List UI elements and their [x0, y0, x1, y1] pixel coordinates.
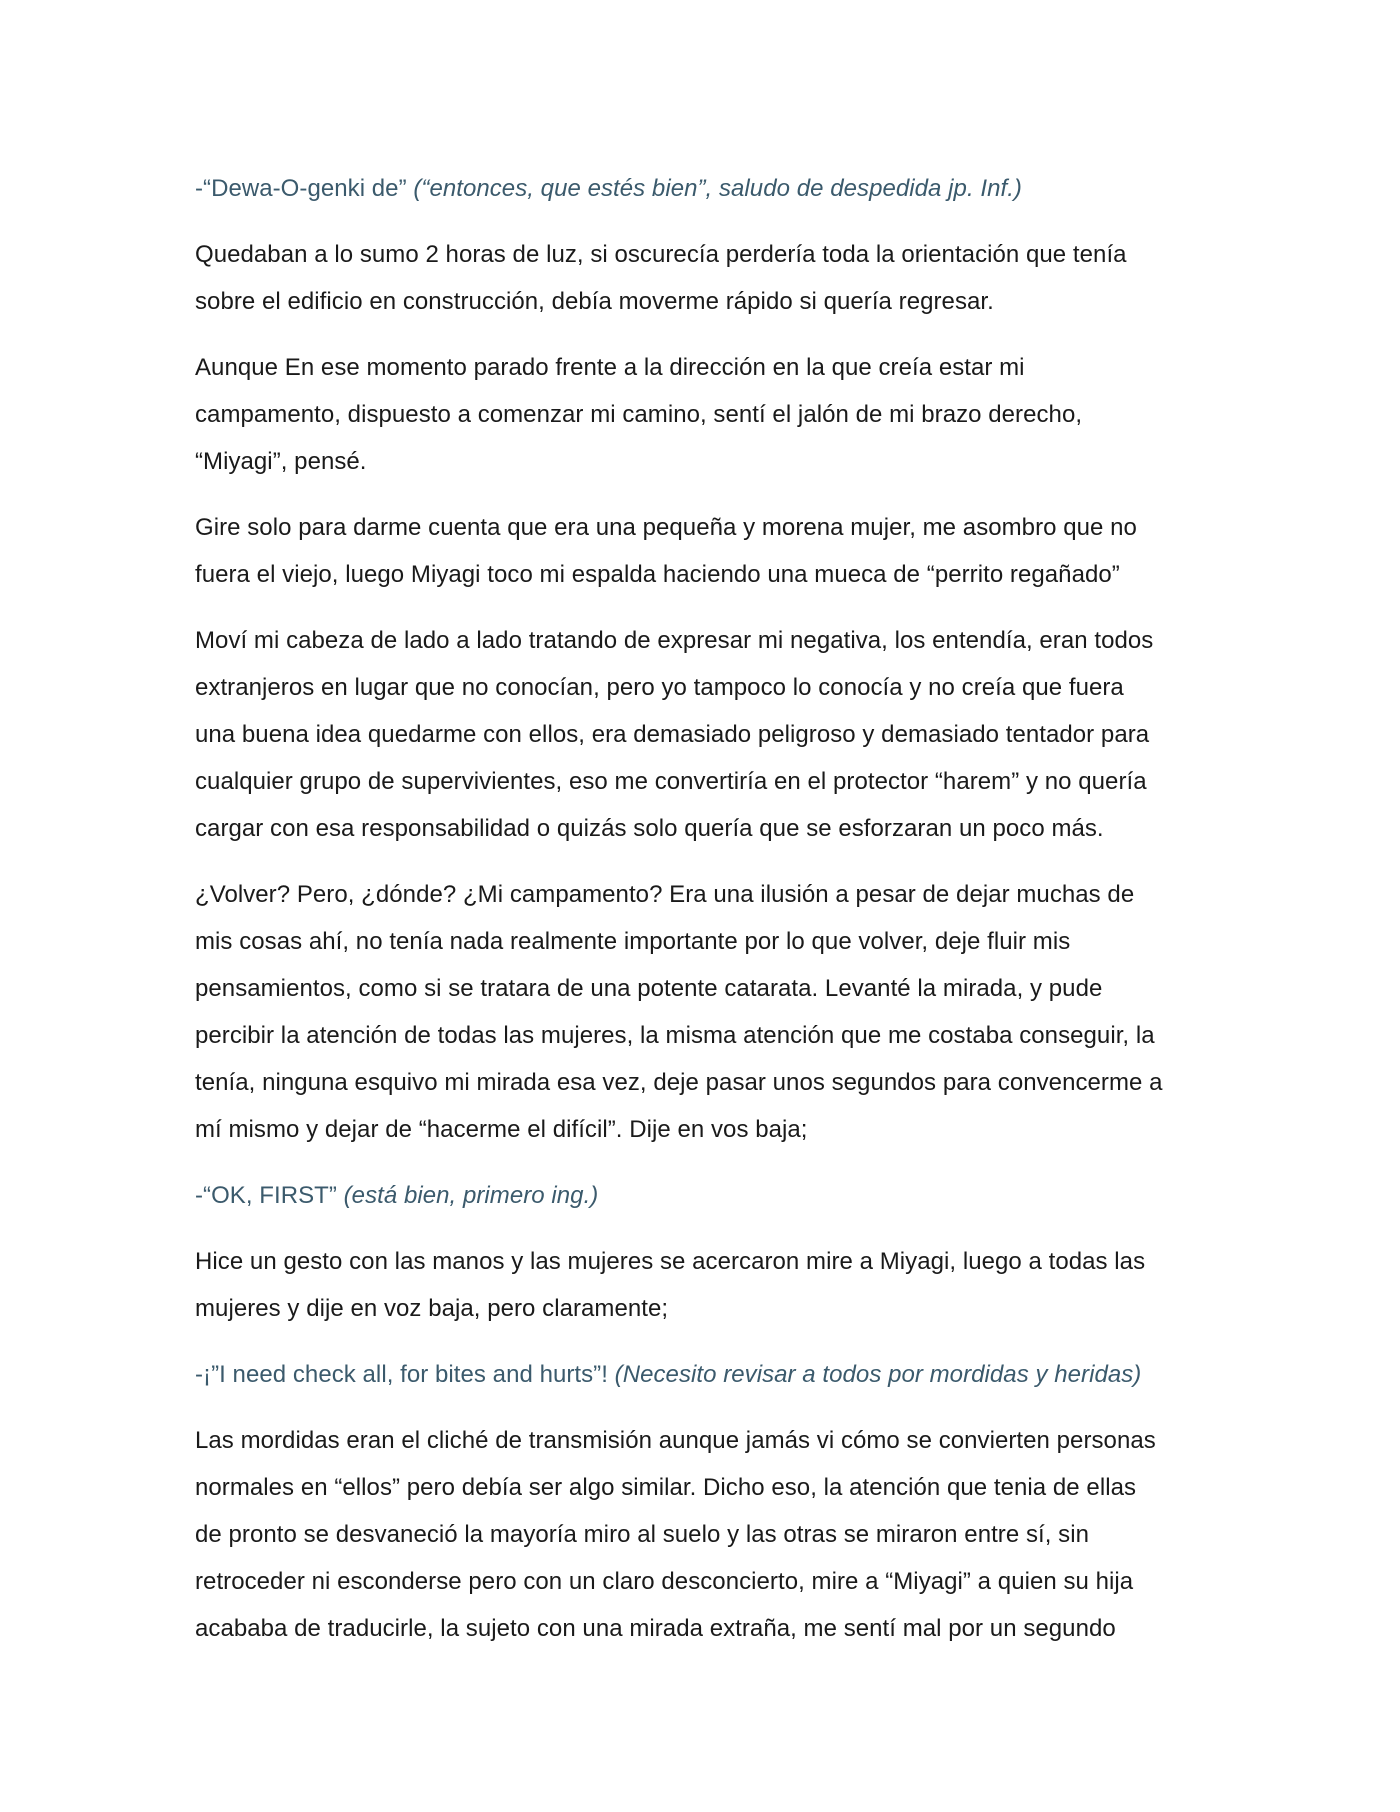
text-line: normales en “ellos” pero debía ser algo similar. Dicho eso, la atención que tenia de ellas: [195, 1474, 1137, 1501]
text-line: campamento, dispuesto a comenzar mi camino, sentí el jalón de mi brazo derecho,: [195, 401, 1083, 428]
text-line: “Miyagi”, pensé.: [195, 448, 367, 475]
text-line: Hice un gesto con las manos y las mujeres se acercaron mire a Miyagi, luego a todas las: [195, 1248, 1146, 1275]
paragraph: [195, 1417, 1215, 1652]
dialog-speech: -¡”I need check all, for bites and hurts”!: [195, 1361, 608, 1388]
text-line: mujeres y dije en voz baja, pero claramente;: [195, 1295, 669, 1322]
paragraph: [195, 1238, 1215, 1332]
paragraph: [195, 617, 1215, 852]
dialog-line: [195, 1351, 1215, 1398]
text-line: pensamientos, como si se tratara de una potente catarata. Levanté la mirada, y pude: [195, 975, 1103, 1002]
text-line: percibir la atención de todas las mujeres, la misma atención que me costaba conseguir, la: [195, 1022, 1155, 1049]
text-line: mí mismo y dejar de “hacerme el difícil”. Dije en vos baja;: [195, 1116, 808, 1143]
text-line: tenía, ninguna esquivo mi mirada esa vez, deje pasar unos segundos para convencerme a: [195, 1069, 1163, 1096]
dialog-speech: -“Dewa-O-genki de”: [195, 175, 407, 202]
paragraph: [195, 504, 1215, 598]
text-line: cualquier grupo de supervivientes, eso me convertiría en el protector “harem” y no quería: [195, 768, 1147, 795]
dialog-speech: -“OK, FIRST”: [195, 1182, 337, 1209]
text-line: de pronto se desvaneció la mayoría miro al suelo y las otras se miraron entre sí, sin: [195, 1521, 1089, 1548]
text-line: Moví mi cabeza de lado a lado tratando de expresar mi negativa, los entendía, eran todos: [195, 627, 1154, 654]
paragraph: [195, 871, 1215, 1153]
dialog-gloss: (Necesito revisar a todos por mordidas y heridas): [614, 1361, 1142, 1388]
dialog-gloss: (está bien, primero ing.): [343, 1182, 599, 1209]
text-line: sobre el edificio en construcción, debía moverme rápido si quería regresar.: [195, 288, 994, 315]
text-line: fuera el viejo, luego Miyagi toco mi espalda haciendo una mueca de “perrito regañado”: [195, 561, 1120, 588]
text-line: mis cosas ahí, no tenía nada realmente importante por lo que volver, deje fluir mis: [195, 928, 1071, 955]
text-line: Las mordidas eran el cliché de transmisión aunque jamás vi cómo se convierten personas: [195, 1427, 1156, 1454]
text-line: Aunque En ese momento parado frente a la dirección en la que creía estar mi: [195, 354, 1025, 381]
text-line: una buena idea quedarme con ellos, era demasiado peligroso y demasiado tentador para: [195, 721, 1150, 748]
text-line: cargar con esa responsabilidad o quizás solo quería que se esforzaran un poco más.: [195, 815, 1104, 842]
text-line: acababa de traducirle, la sujeto con una mirada extraña, me sentí mal por un segundo: [195, 1615, 1116, 1642]
paragraph: [195, 231, 1215, 325]
text-line: Quedaban a lo sumo 2 horas de luz, si oscurecía perdería toda la orientación que tenía: [195, 241, 1127, 268]
text-line: Gire solo para darme cuenta que era una pequeña y morena mujer, me asombro que no: [195, 514, 1137, 541]
text-line: extranjeros en lugar que no conocían, pero yo tampoco lo conocía y no creía que fuera: [195, 674, 1124, 701]
text-line: retroceder ni esconderse pero con un claro desconcierto, mire a “Miyagi” a quien su hija: [195, 1568, 1134, 1595]
dialog-line: [195, 1172, 1215, 1219]
dialog-line: [195, 165, 1215, 212]
document-page: [195, 165, 1215, 1671]
text-line: ¿Volver? Pero, ¿dónde? ¿Mi campamento? Era una ilusión a pesar de dejar muchas de: [195, 881, 1135, 908]
dialog-gloss: (“entonces, que estés bien”, saludo de despedida jp. Inf.): [413, 175, 1022, 202]
paragraph: [195, 344, 1215, 485]
